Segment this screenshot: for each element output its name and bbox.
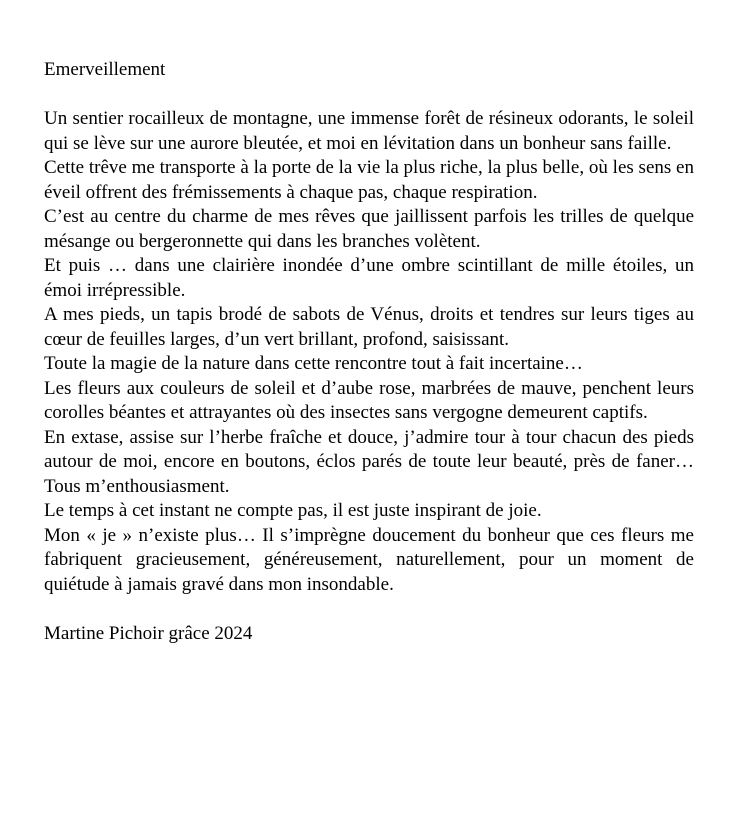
poem-paragraph: C’est au centre du charme de mes rêves que jaillissent parfois les trilles de quelque mésange ou bergeronnette qui dans les branches volètent.: [44, 206, 694, 252]
poem-title: Emerveillement: [44, 59, 166, 80]
poem-paragraph: Et puis … dans une clairière inondée d’une ombre scintillant de mille étoiles, un émoi irrépressible.: [44, 255, 694, 301]
poem-body: [44, 107, 694, 597]
author-signature: Martine Pichoir grâce 2024: [44, 622, 253, 644]
document-page: [44, 58, 694, 646]
poem-paragraph: Le temps à cet instant ne compte pas, il est juste inspirant de joie.: [44, 500, 542, 521]
poem-paragraph: Toute la magie de la nature dans cette rencontre tout à fait incertaine…: [44, 353, 583, 374]
poem-paragraph: Les fleurs aux couleurs de soleil et d’aube rose, marbrées de mauve, penchent leurs corolles béantes et attrayantes où des insectes sans vergogne demeurent captifs.: [44, 377, 694, 423]
poem-paragraph: Cette trêve me transporte à la porte de la vie la plus riche, la plus belle, où les sens en éveil offrent des frémissements à chaque pas, chaque respiration.: [44, 157, 694, 203]
poem-paragraph: A mes pieds, un tapis brodé de sabots de Vénus, droits et tendres sur leurs tiges au cœur de feuilles larges, d’un vert brillant, profond, saisissant.: [44, 304, 694, 350]
poem-paragraph: Un sentier rocailleux de montagne, une immense forêt de résineux odorants, le soleil qui se lève sur une aurore bleutée, et moi en lévitation dans un bonheur sans faille.: [44, 108, 694, 154]
poem-paragraph: En extase, assise sur l’herbe fraîche et douce, j’admire tour à tour chacun des pieds autour de moi, encore en boutons, éclos parés de toute leur beauté, près de faner… Tous m’enthousiasment.: [44, 426, 694, 497]
poem-paragraph: Mon « je » n’existe plus… Il s’imprègne doucement du bonheur que ces fleurs me fabriquent gracieusement, généreusement, naturellement, pour un moment de quiétude à jamais gravé dans mon insondable.: [44, 524, 694, 595]
